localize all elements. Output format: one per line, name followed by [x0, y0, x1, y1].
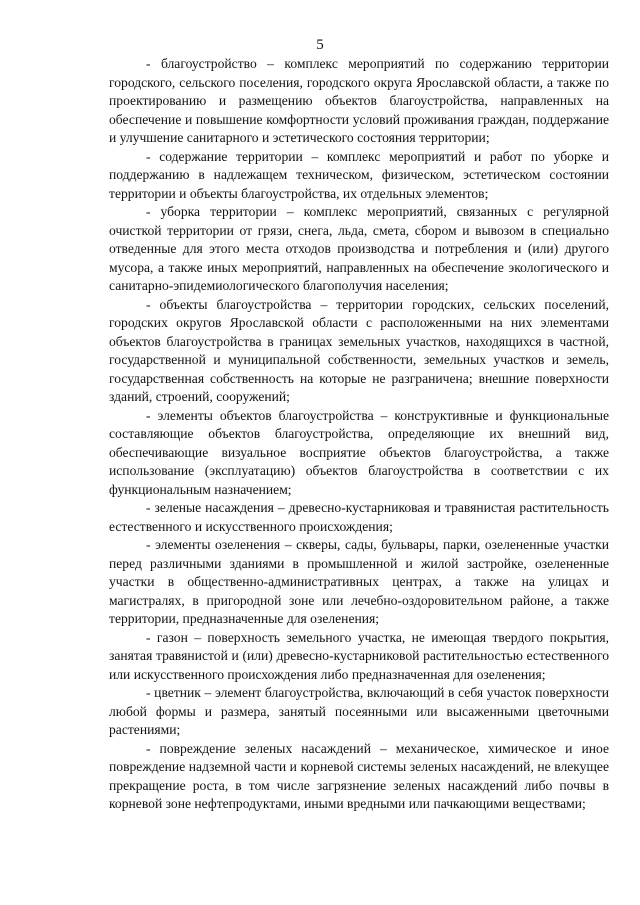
paragraph-elementy-obektov: - элементы объектов благоустройства – конструктивные и функциональные составляющие объектов благоустройства, определяющие их внешний вид, обеспечивающие визуальное восприятие объектов благоустройства, а также использование (эксплуатацию) объектов благоустройства в соответствии с их функциональным назначением; [109, 407, 609, 497]
paragraph-gazon: - газон – поверхность земельного участка, не имеющая твердого покрытия, занятая травянистой и (или) древесно-кустарниковой растительностью естественного или искусственного происхождения либо предназначенная для озеленения; [109, 629, 609, 682]
paragraph-povrezhdenie: - повреждение зеленых насаждений – механическое, химическое и иное повреждение надземной части и корневой системы зеленых насаждений, не влекущее прекращение роста, в том числе загрязнение зеленых насаждений либо почвы в корневой зоне нефтепродуктами, иными вредными или пачкающими веществами; [109, 740, 609, 811]
document-body [109, 55, 609, 814]
paragraph-soderzhanie-territorii: - содержание территории – комплекс мероприятий и работ по уборке и поддержанию в надлежащем техническом, физическом, эстетическом состоянии территории и объекты благоустройства, их отдельных элементов; [109, 148, 609, 201]
paragraph-obekty-blagoustroystva: - объекты благоустройства – территории городских, сельских поселений, городских округов Ярославской области с расположенными на них элементами объектов благоустройства в границах земельных участков, находящихся в частной, государственной и муниципальной собственности, земельных участков и земель, государственная собственность на которые не разграничена; внешние поверхности зданий, строений, сооружений; [109, 296, 609, 404]
paragraph-blagoustroystvo: - благоустройство – комплекс мероприятий по содержанию территории городского, сельского поселения, городского округа Ярославской области, а также по проектированию и размещению объектов благоустройства, направленных на обеспечение и повышение комфортности условий проживания граждан, поддержание и улучшение санитарного и эстетического состояния территории; [109, 56, 609, 145]
paragraph-uborka-territorii: - уборка территории – комплекс мероприятий, связанных с регулярной очисткой территории от грязи, снега, льда, смета, сбором и вывозом в специально отведенные для этого места отходов производства и потребления и (или) другого мусора, а также иных мероприятий, направленных на обеспечение экологического и санитарно-эпидемиологического благополучия населения; [109, 204, 609, 293]
page-number: 5 [316, 37, 324, 53]
paragraph-zelenye-nasazhdeniya: - зеленые насаждения – древесно-кустарниковая и травянистая растительность естественного и искусственного происхождения; [109, 500, 609, 534]
paragraph-tsvetnik: - цветник – элемент благоустройства, включающий в себя участок поверхности любой формы и размера, занятый посеянными или высаженными цветочными растениями; [109, 685, 609, 737]
paragraph-elementy-ozeleneniya: - элементы озеленения – скверы, сады, бульвары, парки, озелененные участки перед различными зданиями в промышленной и жилой застройке, озелененные участки в общественно-административных центрах, а также на улицах и магистралях, в пригородной зоне или лечебно-оздоровительном районе, а также территории, предназначенные для озеленения; [109, 537, 609, 626]
